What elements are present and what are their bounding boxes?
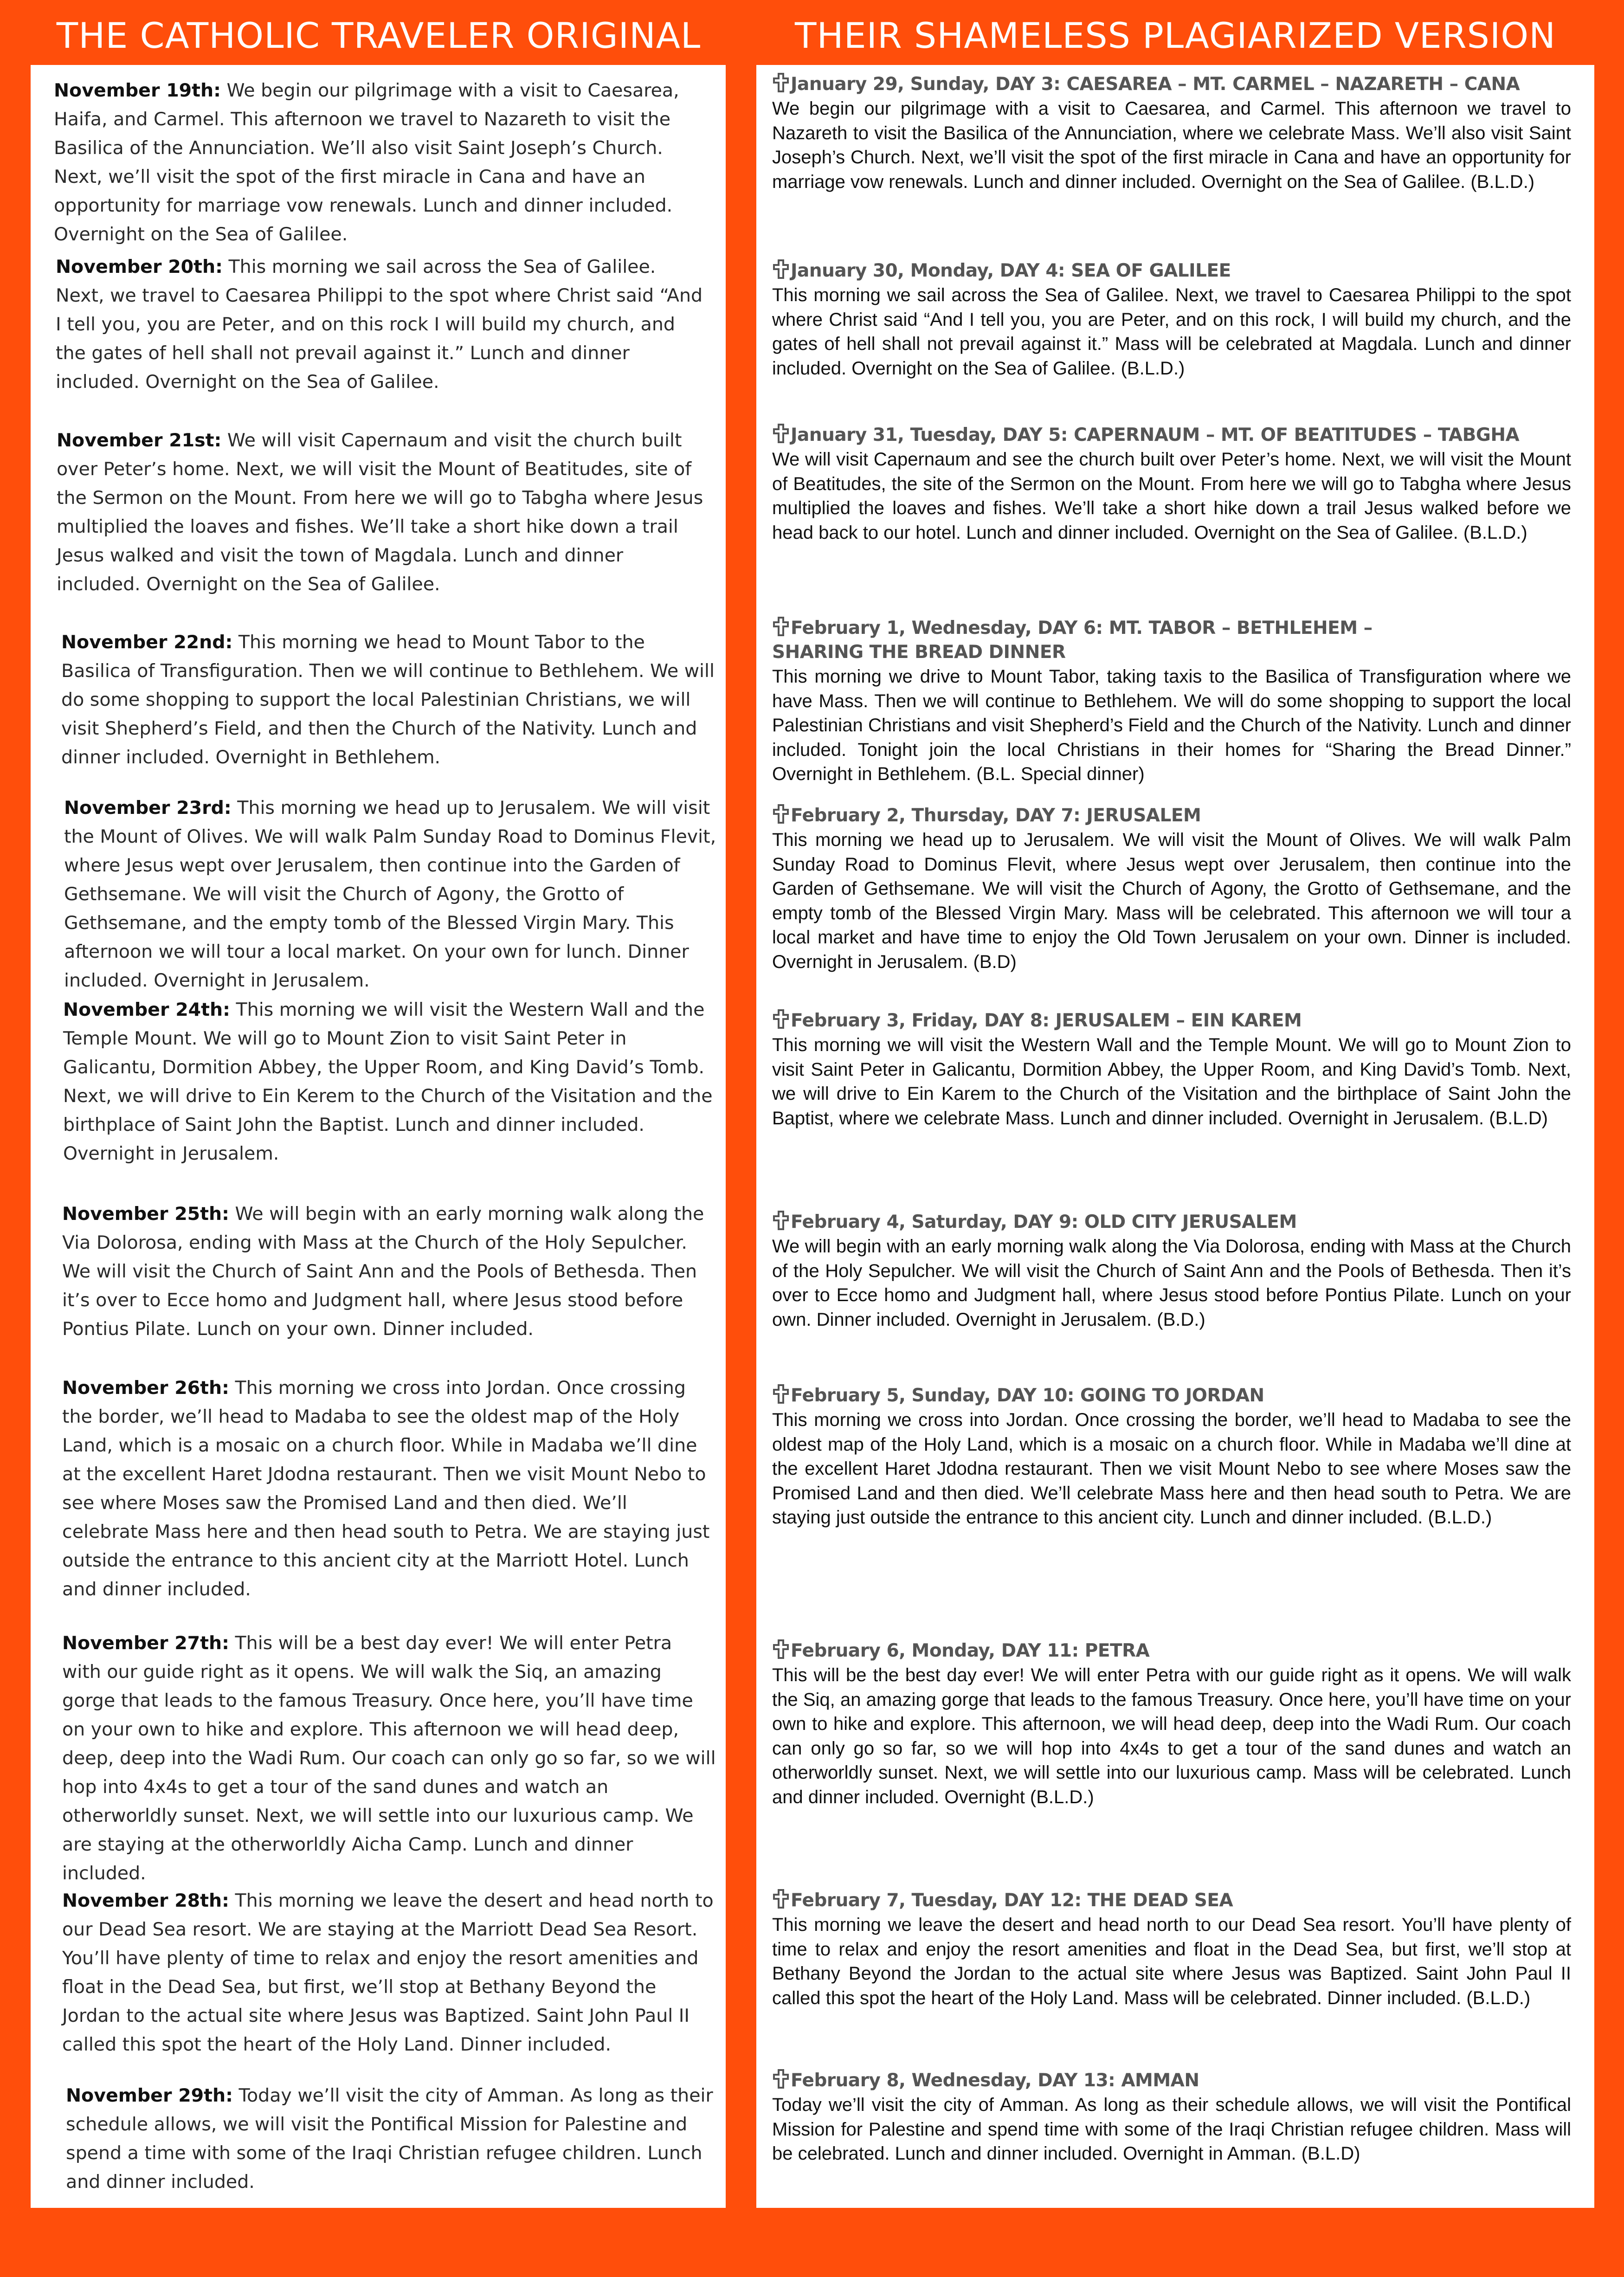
original-entry bbox=[57, 426, 711, 599]
entry-text: Today we’ll visit the city of Amman. As long as their schedule allows, we will visit the Pontifical Mission for Palestine and spend a time with some of the Iraqi Christian refugee children. Lunch and dinner included. bbox=[66, 2085, 713, 2193]
entry-text: This morning we will visit the Western Wall and the Temple Mount. We will go to Mount Zion to visit Saint Peter in Galicantu, Dormition Abbey, the Upper Room, and King David’s Tomb. Next, we will drive to Ein Kerem to the Church of the Visitation and the birthplace of Saint John the Baptist. Lunch and dinner included. Overnight in Jerusalem. bbox=[63, 999, 713, 1164]
entry-date: November 19th: bbox=[54, 80, 221, 101]
cross-icon bbox=[772, 259, 790, 279]
entry-text: We begin our pilgrimage with a visit to Caesarea, and Carmel. This afternoon we travel to Nazareth to visit the Basilica of the Annunciation, where we celebrate Mass. We’ll also visit Saint Joseph’s Church. Next, we’ll visit the spot of the first miracle in Cana and have an opportunity for marriage vow renewals. Lunch and dinner included. Overnight on the Sea of Galilee. (B.L.D.) bbox=[772, 98, 1571, 192]
plagiarized-entry bbox=[772, 2069, 1571, 2166]
entry-text: This morning we head up to Jerusalem. We will visit the Mount of Olives. We will walk Palm Sunday Road to Dominus Flevit, where Jesus wept over Jerusalem, then continue into the Garden of Gethsemane. We will visit the Church of Agony, the Grotto of Gethsemane, and the empty tomb of the Blessed Virgin Mary. This afternoon we will tour a local market. On your own for lunch. Dinner included. Overnight in Jerusalem. bbox=[64, 797, 716, 991]
entry-heading: February 5, Sunday, DAY 10: GOING TO JORDAN bbox=[772, 1384, 1571, 1408]
entry-date: November 27th: bbox=[62, 1632, 229, 1654]
original-entry bbox=[56, 252, 710, 396]
plagiarized-entry bbox=[772, 804, 1571, 974]
entry-heading: February 2, Thursday, DAY 7: JERUSALEM bbox=[772, 804, 1571, 828]
cross-icon bbox=[772, 1889, 790, 1909]
entry-date: November 24th: bbox=[63, 999, 230, 1020]
entry-text: This will be the best day ever! We will enter Petra with our guide right as it opens. We will walk the Siq, an amazing gorge that leads to the famous Treasury. Once here, you’ll have time on your own to hike and explore. This afternoon, we will head deep, deep into the Wadi Rum. Our coach can only go so far, so we will hop into 4x4s to get a tour of the sand dunes and watch an otherworldly sunset. Next, we will settle into our luxurious camp. Mass will be celebrated. Lunch and dinner included. Overnight (B.L.D.) bbox=[772, 1665, 1571, 1807]
entry-text: We will visit Capernaum and visit the church built over Peter’s home. Next, we will visit the Mount of Beatitudes, site of the Sermon on the Mount. From here we will go to Tabgha where Jesus multiplied the loaves and fishes. We’ll take a short hike down a trail Jesus walked and visit the town of Magdala. Lunch and dinner included. Overnight on the Sea of Galilee. bbox=[57, 430, 703, 595]
cross-icon bbox=[772, 72, 790, 93]
entry-heading: February 1, Wednesday, DAY 6: MT. TABOR – BETHLEHEM – bbox=[772, 616, 1571, 640]
entry-text: This morning we drive to Mount Tabor, taking taxis to the Basilica of Transfiguration where we have Mass. Then we will continue to Bethlehem. We will do some shopping to support the local Palestinian Christians and visit Shepherd’s Field and the Church of the Nativity. Lunch and dinner included. Tonight join the local Christians in their homes for “Sharing the Bread Dinner.” Overnight in Bethlehem. (B.L. Special dinner) bbox=[772, 666, 1571, 784]
original-entry bbox=[63, 995, 717, 1168]
entry-date: November 21st: bbox=[57, 430, 222, 451]
plagiarized-entry bbox=[772, 72, 1571, 194]
cross-icon bbox=[772, 1384, 790, 1404]
entry-text: This morning we will visit the Western Wall and the Temple Mount. We will go to Mount Zion to visit Saint Peter in Galicantu, Dormition Abbey, the Upper Room, and King David’s Tomb. Next, we will drive to Ein Karem to the Church of the Visitation and the birthplace of Saint John the Baptist, where we celebrate Mass. Lunch and dinner included. Overnight in Jerusalem. (B.L.D) bbox=[772, 1035, 1571, 1129]
plagiarized-entry bbox=[772, 423, 1571, 545]
entry-heading: February 4, Saturday, DAY 9: OLD CITY JERUSALEM bbox=[772, 1210, 1571, 1234]
original-entry bbox=[64, 793, 718, 995]
entry-heading: January 31, Tuesday, DAY 5: CAPERNAUM – MT. OF BEATITUDES – TABGHA bbox=[772, 423, 1571, 447]
original-entry bbox=[62, 1629, 716, 1888]
entry-text: This morning we cross into Jordan. Once crossing the border, we’ll head to Madaba to see the oldest map of the Holy Land, which is a mosaic on a church floor. While in Madaba we’ll dine at the excellent Haret Jdodna restaurant. Then we visit Mount Nebo to see where Moses saw the Promised Land and then died. We’ll celebrate Mass here and then head south to Petra. We are staying just outside the entrance to this ancient city at the Marriott Hotel. Lunch and dinner included. bbox=[62, 1377, 710, 1600]
original-entry bbox=[62, 1374, 716, 1604]
entry-heading: February 6, Monday, DAY 11: PETRA bbox=[772, 1639, 1571, 1663]
entry-text: We will visit Capernaum and see the church built over Peter’s home. Next, we will visit the Mount of Beatitudes, the site of the Sermon on the Mount. From here we will go to Tabgha where Jesus multiplied the loaves and fishes. We’ll take a short hike down a trail Jesus walked before we head back to our hotel. Lunch and dinner included. Overnight on the Sea of Galilee. (B.L.D.) bbox=[772, 449, 1571, 543]
plagiarized-entry bbox=[772, 1889, 1571, 2010]
original-itinerary-panel bbox=[31, 65, 726, 2208]
original-entry bbox=[62, 1200, 716, 1343]
entry-text: This morning we cross into Jordan. Once crossing the border, we’ll head to Madaba to see the oldest map of the Holy Land, which is a mosaic on a church floor. While in Madaba we’ll dine at the excellent Haret Jdodna restaurant. Then we visit Mount Nebo to see where Moses saw the Promised Land and then died. We’ll celebrate Mass here and then head south to Petra. We are staying just outside the entrance to this ancient city. Lunch and dinner included. (B.L.D.) bbox=[772, 1410, 1571, 1528]
entry-text: We will begin with an early morning walk along the Via Dolorosa, ending with Mass at the Church of the Holy Sepulcher. We will visit the Church of Saint Ann and the Pools of Bethesda. Then it’s over to Ecce homo and Judgment hall, where Jesus stood before Pontius Pilate. Lunch on your own. Dinner included. Overnight in Jerusalem. (B.D.) bbox=[772, 1236, 1571, 1330]
entry-text: This morning we leave the desert and head north to our Dead Sea resort. We are staying at the Marriott Dead Sea Resort. You’ll have plenty of time to relax and enjoy the resort amenities and float in the Dead Sea, but first, we’ll stop at Bethany Beyond the Jordan to the actual site where Jesus was Baptized. Saint John Paul II called this spot the heart of the Holy Land. Dinner included. bbox=[62, 1890, 714, 2055]
original-entry bbox=[62, 1886, 716, 2059]
entry-heading-continued: SHARING THE BREAD DINNER bbox=[772, 642, 1066, 663]
entry-text: This morning we sail across the Sea of Galilee. Next, we travel to Caesarea Philippi to the spot where Christ said “And I tell you, you are Peter, and on this rock, I will build my church, and the gates of hell shall not prevail against it.” Mass will be celebrated at Magdala. Lunch and dinner included. Overnight on the Sea of Galilee. (B.L.D.) bbox=[772, 285, 1571, 379]
cross-icon bbox=[772, 423, 790, 444]
entry-text: This morning we leave the desert and head north to our Dead Sea resort. You’ll have plenty of time to relax and enjoy the resort amenities and float in the Dead Sea, but first, we’ll stop at Bethany Beyond the Jordan to the actual site where Jesus was Baptized. Saint John Paul II called this spot the heart of the Holy Land. Mass will be celebrated. Dinner included. (B.L.D.) bbox=[772, 1915, 1571, 2008]
entry-heading: February 8, Wednesday, DAY 13: AMMAN bbox=[772, 2069, 1571, 2093]
entry-text: This morning we head to Mount Tabor to the Basilica of Transfiguration. Then we will continue to Bethlehem. We will do some shopping to support the local Palestinian Christians, we will visit Shepherd’s Field, and then the Church of the Nativity. Lunch and dinner included. Overnight in Bethlehem. bbox=[61, 632, 715, 768]
plagiarized-entry bbox=[772, 1009, 1571, 1130]
entry-date: November 29th: bbox=[66, 2085, 233, 2106]
cross-icon bbox=[772, 616, 790, 637]
plagiarized-entry bbox=[772, 1639, 1571, 1809]
entry-text: Today we’ll visit the city of Amman. As long as their schedule allows, we will visit the Pontifical Mission for Palestine and spend time with some of the Iraqi Christian refugee children. Mass will be celebrated. Lunch and dinner included. Overnight in Amman. (B.L.D) bbox=[772, 2095, 1571, 2164]
entry-text: This morning we sail across the Sea of Galilee. Next, we travel to Caesarea Philippi to the spot where Christ said “And I tell you, you are Peter, and on this rock I will build my church, and the gates of hell shall not prevail against it.” Lunch and dinner included. Overnight on the Sea of Galilee. bbox=[56, 256, 703, 393]
entry-date: November 26th: bbox=[62, 1377, 229, 1399]
entry-date: November 20th: bbox=[56, 256, 223, 277]
plagiarized-itinerary-panel bbox=[756, 65, 1594, 2208]
original-entry bbox=[66, 2081, 720, 2196]
entry-heading: January 30, Monday, DAY 4: SEA OF GALILEE bbox=[772, 259, 1571, 283]
plagiarized-entry bbox=[772, 1210, 1571, 1332]
entry-heading: February 3, Friday, DAY 8: JERUSALEM – EIN KAREM bbox=[772, 1009, 1571, 1033]
entry-text: This morning we head up to Jerusalem. We will visit the Mount of Olives. We will walk Palm Sunday Road to Dominus Flevit, where Jesus wept over Jerusalem, then continue into the Garden of Gethsemane. We will visit the Church of Agony, the Grotto of Gethsemane, and the empty tomb of the Blessed Virgin Mary. Mass will be celebrated. This afternoon we will tour a local market and have time to enjoy the Old Town Jerusalem on your own. Dinner is included. Overnight in Jerusalem. (B.D) bbox=[772, 830, 1571, 972]
cross-icon bbox=[772, 1009, 790, 1029]
cross-icon bbox=[772, 804, 790, 824]
original-entry bbox=[54, 76, 708, 249]
cross-icon bbox=[772, 2069, 790, 2089]
entry-text: We begin our pilgrimage with a visit to Caesarea, Haifa, and Carmel. This afternoon we travel to Nazareth to visit the Basilica of the Annunciation. We’ll also visit Saint Joseph’s Church. Next, we’ll visit the spot of the first miracle in Cana and have an opportunity for marriage vow renewals. Lunch and dinner included. Overnight on the Sea of Galilee. bbox=[54, 80, 679, 245]
entry-date: November 23rd: bbox=[64, 797, 232, 819]
entry-date: November 22nd: bbox=[61, 632, 233, 653]
plagiarized-entry bbox=[772, 1384, 1571, 1530]
entry-heading: February 7, Tuesday, DAY 12: THE DEAD SEA bbox=[772, 1889, 1571, 1913]
entry-date: November 28th: bbox=[62, 1890, 229, 1911]
entry-text: This will be a best day ever! We will enter Petra with our guide right as it opens. We will walk the Siq, an amazing gorge that leads to the famous Treasury. Once here, you’ll have time on your own to hike and explore. This afternoon we will head deep, deep, deep into the Wadi Rum. Our coach can only go so far, so we will hop into 4x4s to get a tour of the sand dunes and watch an otherworldly sunset. Next, we will settle into our luxurious camp. We are staying at the otherworldly Aicha Camp. Lunch and dinner included. bbox=[62, 1632, 716, 1884]
plagiarized-entry bbox=[772, 259, 1571, 381]
left-column-title: THE CATHOLIC TRAVELER ORIGINAL bbox=[56, 15, 701, 56]
entry-heading: January 29, Sunday, DAY 3: CAESAREA – MT. CARMEL – NAZARETH – CANA bbox=[772, 72, 1571, 97]
cross-icon bbox=[772, 1639, 790, 1659]
plagiarized-entry bbox=[772, 616, 1571, 787]
entry-date: November 25th: bbox=[62, 1203, 229, 1225]
cross-icon bbox=[772, 1210, 790, 1231]
right-column-title: THEIR SHAMELESS PLAGIARIZED VERSION bbox=[795, 15, 1556, 56]
entry-text: We will begin with an early morning walk along the Via Dolorosa, ending with Mass at the Church of the Holy Sepulcher. We will visit the Church of Saint Ann and the Pools of Bethesda. Then it’s over to Ecce homo and Judgment hall, where Jesus stood before Pontius Pilate. Lunch on your own. Dinner included. bbox=[62, 1203, 704, 1340]
original-entry bbox=[61, 628, 715, 772]
